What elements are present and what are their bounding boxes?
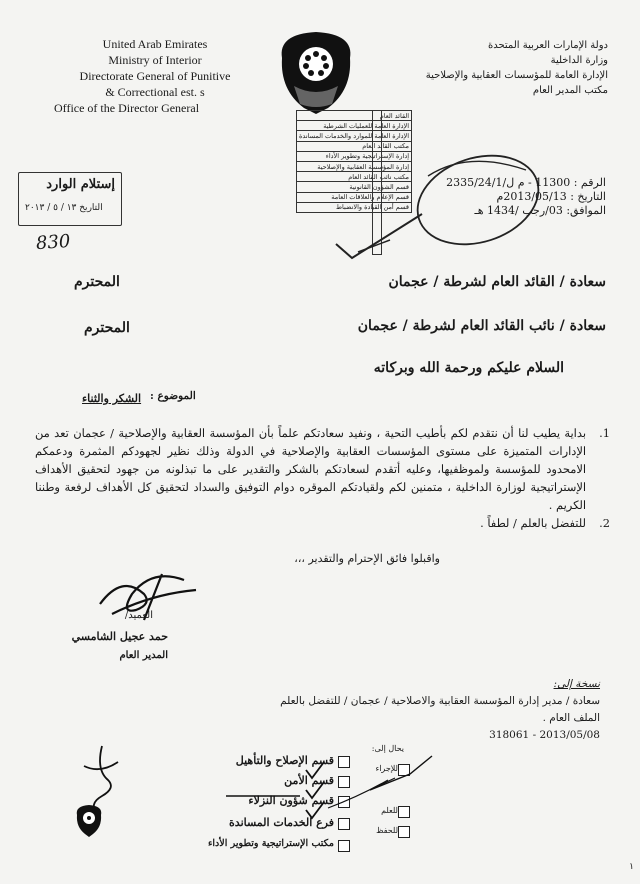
routing-cell: قسم الإعلام والعلاقات العامة: [297, 192, 412, 202]
stamp-title: إستلام الوارد: [46, 177, 115, 192]
copy-line: الملف العام .: [542, 712, 600, 724]
action-label: للإجراء: [375, 764, 398, 773]
signatory-title: المدير العام: [119, 650, 168, 661]
office-en: Office of the Director General: [54, 101, 200, 115]
addressee-2: سعادة / نائب القائد العام لشرطة / عجمان: [357, 318, 606, 334]
letter-body: [35, 424, 610, 532]
routing-row: [297, 192, 412, 202]
establishments-en: & Correctional est. s: [105, 85, 205, 99]
referral-department: مكتب الإستراتيجية وتطوير الأداء: [207, 838, 334, 849]
greeting: السلام عليكم ورحمة الله وبركاته: [373, 360, 564, 376]
ref-number: الرقم : 11300 - م ل/2335/24/1: [446, 176, 606, 189]
routing-cell: الإدارة العامة للموارد والخدمات المساندة: [297, 131, 412, 141]
subject-label: الموضوع :: [150, 390, 196, 402]
honorific-2: المحترم: [84, 320, 130, 336]
signatory-rank: العميد/: [124, 610, 153, 621]
copy-line: 2013/05/08 - 318061: [489, 729, 600, 741]
routing-row: [297, 182, 412, 192]
referral-department: قسم الأمن: [284, 774, 334, 787]
page-mark: ١: [629, 862, 634, 872]
reference-block: [406, 176, 606, 218]
routing-row: [297, 141, 412, 151]
routing-cell: الإدارة العامة للعمليات الشرطية: [297, 121, 412, 131]
routing-table: [296, 110, 410, 213]
routing-row: [297, 111, 412, 121]
routing-cell: مكتب نائب القائد العام: [297, 172, 412, 182]
honorific-1: المحترم: [74, 274, 120, 290]
letterhead-arabic: [408, 38, 608, 98]
routing-row: [297, 172, 412, 182]
ministry-ar: وزارة الداخلية: [550, 55, 608, 66]
office-ar: مكتب المدير العام: [532, 85, 608, 96]
referral-department: قسم شؤون النزلاء: [248, 794, 334, 807]
incoming-stamp: [18, 172, 122, 226]
referral-label: يحال إلى:: [371, 744, 404, 753]
ministry-en: Ministry of Interior: [108, 53, 202, 67]
directorate-ar: الإدارة العامة للمؤسسات العقابية والإصلاحية: [425, 70, 608, 81]
routing-cell: مكتب القائد العام: [297, 141, 412, 151]
body-item: [35, 424, 610, 514]
addressee-1: سعادة / القائد العام لشرطة / عجمان: [388, 274, 606, 290]
item-text: بداية يطيب لنا أن نتقدم لكم بأطيب التحية ، ونفيد سعادتكم علماً بأن المؤسسة العقابية والإصلاحية / عجمان تعد من الإدارات المتميزة على مستوى المؤسسات العقابية والإصلاحية في الدولة وذلك نظير لجهودكم المثمرة ودعمكم الامحدود للمؤسسة ولموظفيها، وعليه أتقدم لسعادتكم بالشكر والتقدير على ما تبذلونه من جهود لتحقيق الأهداف الإستراتيجية لوزارة الداخلية ، متمنين لكم ولقيادتكم الموقره دوام التوفيق والسداد لتحقيق كل الأهداف لرفعة وطننا الكريم .: [35, 426, 586, 512]
country-en: United Arab Emirates: [102, 37, 208, 51]
routing-cell: القائد العام: [297, 111, 412, 121]
copy-line: سعادة / مدير إدارة المؤسسة العقابية والاصلاحية / عجمان / للتفضل بالعلم: [280, 695, 600, 707]
small-emblem-icon: [72, 804, 106, 840]
directorate-en: Directorate General of Punitive: [79, 69, 231, 83]
routing-row: [297, 121, 412, 131]
referral-department: قسم الإصلاح والتأهيل: [235, 754, 334, 767]
action-label: للعلم: [381, 806, 398, 815]
handwritten-checks-icon: [220, 748, 440, 838]
routing-row: [297, 161, 412, 171]
copies-section: [260, 676, 600, 744]
ref-date: التاريخ : 2013/05/13م: [496, 190, 606, 203]
closing: واقبلوا فائق الإحترام والتقدير ،،،: [294, 552, 440, 565]
referral-department: فرع الخدمات المساندة: [229, 816, 334, 829]
department-checkbox: [338, 840, 350, 852]
routing-row: [297, 131, 412, 141]
routing-cell: إدارة الإستراتيجية وتطوير الأداء: [297, 151, 412, 161]
ref-hijri-date: الموافق: 03/رجب /1434 هـ: [474, 204, 606, 217]
item-text: للتفضل بالعلم / لطفاً .: [480, 516, 586, 530]
item-number: 2.: [599, 516, 610, 530]
body-item: [35, 514, 610, 532]
item-number: 1.: [599, 426, 610, 440]
routing-cell: إدارة المؤسسة العقابية والإصلاحية: [297, 161, 412, 171]
stamp-date: التاريخ ١٣ / ٥ / ٢٠١٣: [25, 203, 103, 213]
country-ar: دولة الإمارات العربية المتحدة: [487, 40, 608, 51]
copies-header: نسخة إلى:: [553, 678, 600, 690]
handwritten-number: 830: [35, 230, 72, 255]
signatory-name: حمد عجيل الشامسي: [71, 630, 168, 643]
subject-value: الشكر والثناء: [82, 392, 142, 405]
routing-row: [297, 151, 412, 161]
letterhead-english: [54, 36, 250, 116]
routing-cell: قسم الشؤون القانونية: [297, 182, 412, 192]
action-label: للحفظ: [376, 826, 398, 835]
routing-cell: قسم أمن القيادة والانضباط: [297, 202, 412, 212]
